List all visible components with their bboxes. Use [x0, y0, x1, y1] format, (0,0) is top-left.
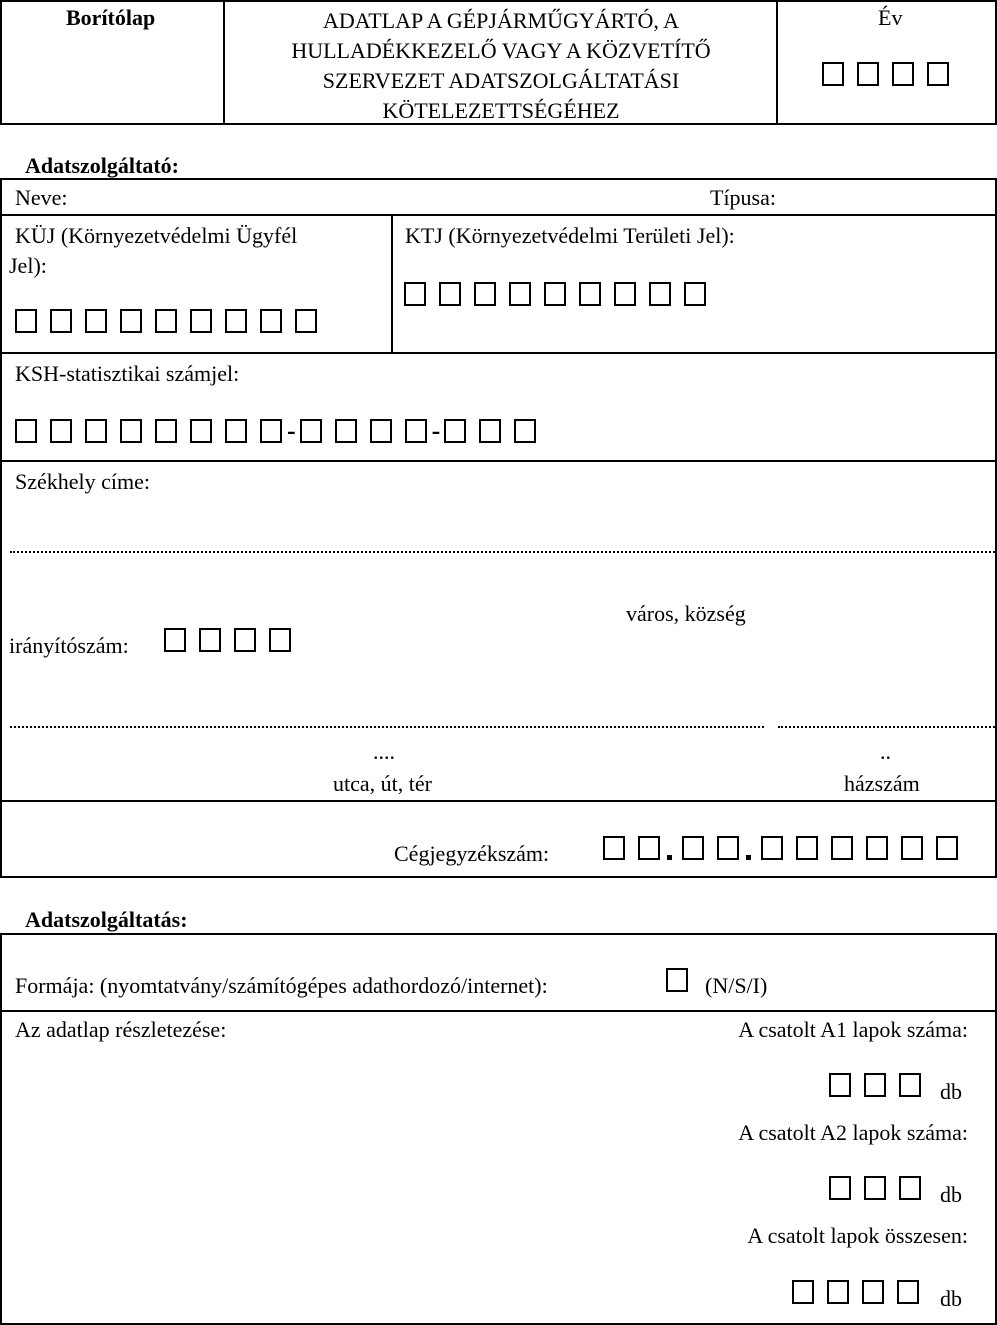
details-label: Az adatlap részletezése: — [15, 1017, 227, 1042]
a2-count-input[interactable] — [829, 1176, 934, 1200]
type-label: Típusa: — [710, 185, 776, 210]
char-box[interactable] — [444, 419, 466, 443]
char-box[interactable] — [827, 1280, 849, 1304]
a1-label: A csatolt A1 lapok száma: — [738, 1017, 968, 1042]
char-box[interactable] — [829, 1073, 851, 1097]
char-box[interactable] — [936, 836, 958, 860]
ktj-label: KTJ (Környezetvédelmi Területi Jel): — [405, 223, 735, 248]
char-box[interactable] — [120, 419, 142, 443]
char-box[interactable] — [892, 62, 914, 86]
char-box[interactable] — [155, 309, 177, 333]
char-box[interactable] — [796, 836, 818, 860]
char-box[interactable] — [901, 836, 923, 860]
total-unit: db — [940, 1286, 962, 1311]
form-type-options: (N/S/I) — [705, 973, 768, 998]
char-box[interactable] — [85, 309, 107, 333]
street-field[interactable] — [10, 726, 764, 728]
char-box[interactable] — [614, 282, 636, 306]
name-label: Neve: — [15, 185, 68, 210]
char-box[interactable] — [603, 836, 625, 860]
dot-separator — [746, 855, 751, 860]
a2-unit: db — [940, 1182, 962, 1207]
zip-input[interactable] — [164, 628, 304, 652]
hyphen-separator: - — [287, 416, 296, 445]
char-box[interactable] — [649, 282, 671, 306]
a2-label: A csatolt A2 lapok száma: — [738, 1120, 968, 1145]
kuj-label: KÜJ (Környezetvédelmi Ügyfél — [15, 223, 298, 248]
form-title-line: SZERVEZET ADATSZOLGÁLTATÁSI — [322, 68, 680, 93]
char-box[interactable] — [579, 282, 601, 306]
char-box[interactable] — [684, 282, 706, 306]
char-box[interactable] — [792, 1280, 814, 1304]
char-box[interactable] — [190, 309, 212, 333]
house-label: házszám — [844, 771, 920, 796]
char-box[interactable] — [404, 282, 426, 306]
char-box[interactable] — [335, 419, 357, 443]
char-box[interactable] — [225, 309, 247, 333]
char-box[interactable] — [85, 419, 107, 443]
char-box[interactable] — [899, 1176, 921, 1200]
char-box[interactable] — [50, 309, 72, 333]
form-title-line: HULLADÉKKEZELŐ VAGY A KÖZVETÍTŐ — [291, 38, 711, 63]
kuj-label: Jel): — [9, 253, 47, 278]
city-label: város, község — [626, 601, 746, 626]
char-box[interactable] — [822, 62, 844, 86]
a1-unit: db — [940, 1079, 962, 1104]
char-box[interactable] — [234, 628, 256, 652]
char-box[interactable] — [225, 419, 247, 443]
form-type-label: Formája: (nyomtatvány/számítógépes adathordozó/internet): — [15, 973, 548, 998]
char-box[interactable] — [897, 1280, 919, 1304]
char-box[interactable] — [155, 419, 177, 443]
char-box[interactable] — [682, 836, 704, 860]
street-label: utca, út, tér — [333, 771, 432, 796]
char-box[interactable] — [761, 836, 783, 860]
seat-label: Székhely címe: — [15, 469, 151, 494]
form-title-line: ADATLAP A GÉPJÁRMŰGYÁRTÓ, A — [322, 8, 680, 33]
char-box[interactable] — [864, 1073, 886, 1097]
dot-separator — [667, 855, 672, 860]
cover-label: Borítólap — [66, 5, 156, 30]
total-count-input[interactable] — [792, 1280, 932, 1304]
char-box[interactable] — [164, 628, 186, 652]
street-dots: .... — [373, 739, 395, 764]
a1-count-input[interactable] — [829, 1073, 934, 1097]
char-box[interactable] — [509, 282, 531, 306]
char-box[interactable] — [862, 1280, 884, 1304]
year-label: Év — [878, 5, 903, 30]
char-box[interactable] — [300, 419, 322, 443]
house-dots: .. — [880, 739, 891, 764]
char-box[interactable] — [260, 309, 282, 333]
ktj-input[interactable] — [404, 282, 719, 306]
char-box[interactable] — [199, 628, 221, 652]
char-box[interactable] — [717, 836, 739, 860]
char-box[interactable] — [295, 309, 317, 333]
char-box[interactable] — [829, 1176, 851, 1200]
char-box[interactable] — [638, 836, 660, 860]
char-box[interactable] — [190, 419, 212, 443]
form-type-input[interactable] — [666, 968, 688, 992]
char-box[interactable] — [857, 62, 879, 86]
ksh-label: KSH-statisztikai számjel: — [15, 361, 240, 386]
char-box[interactable] — [15, 419, 37, 443]
service-section-title: Adatszolgáltatás: — [25, 907, 188, 932]
char-box[interactable] — [899, 1073, 921, 1097]
char-box[interactable] — [260, 419, 282, 443]
char-box[interactable] — [544, 282, 566, 306]
company-reg-input[interactable] — [603, 836, 971, 860]
year-input[interactable] — [822, 62, 962, 86]
char-box[interactable] — [864, 1176, 886, 1200]
form-title — [226, 6, 776, 126]
char-box[interactable] — [15, 309, 37, 333]
house-number-field[interactable] — [778, 726, 995, 728]
char-box[interactable] — [927, 62, 949, 86]
form-title-line: KÖTELEZETTSÉGÉHEZ — [382, 98, 620, 123]
char-box[interactable] — [439, 282, 461, 306]
char-box[interactable] — [120, 309, 142, 333]
seat-line-field[interactable] — [10, 551, 995, 553]
total-label: A csatolt lapok összesen: — [747, 1223, 968, 1248]
kuj-input[interactable] — [15, 309, 330, 333]
ksh-input[interactable] — [15, 416, 549, 445]
char-box[interactable] — [831, 836, 853, 860]
char-box[interactable] — [50, 419, 72, 443]
char-box[interactable] — [405, 419, 427, 443]
char-box[interactable] — [269, 628, 291, 652]
char-box[interactable] — [479, 419, 501, 443]
char-box[interactable] — [866, 836, 888, 860]
zip-label: irányítószám: — [9, 633, 129, 658]
char-box[interactable] — [474, 282, 496, 306]
char-box[interactable] — [370, 419, 392, 443]
provider-section-title: Adatszolgáltató: — [25, 153, 179, 178]
hyphen-separator: - — [431, 416, 441, 445]
company-reg-label: Cégjegyzékszám: — [394, 841, 550, 866]
char-box[interactable] — [514, 419, 536, 443]
